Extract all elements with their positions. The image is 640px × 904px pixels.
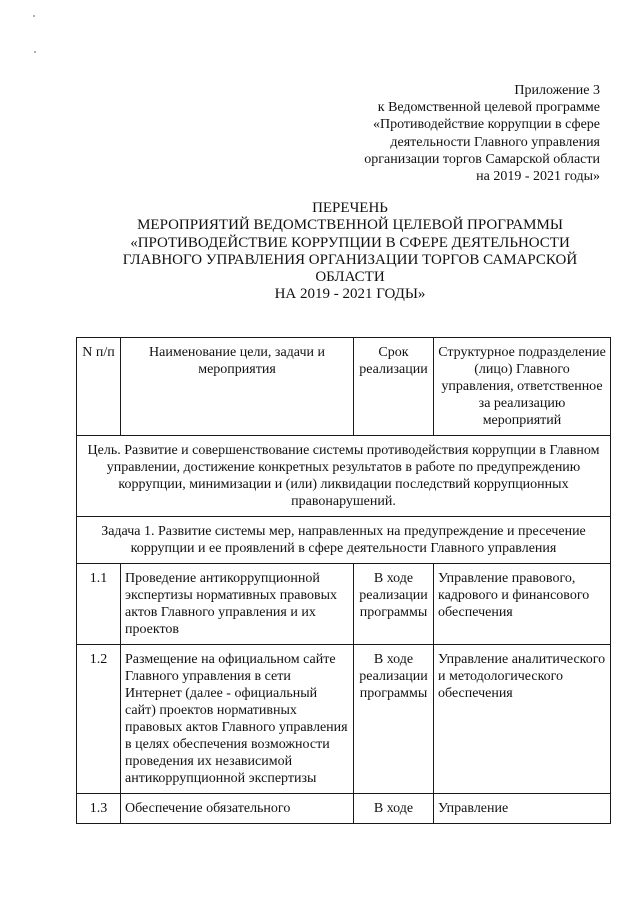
task-row [77,517,611,564]
appendix-line: деятельности Главного управления [390,134,600,150]
appendix-line: организации торгов Самарской области [364,151,600,167]
table-row [77,794,611,824]
title-line: «ПРОТИВОДЕЙСТВИЕ КОРРУПЦИИ В СФЕРЕ ДЕЯТЕЛЬНОСТИ [130,234,570,251]
row-num: 1.3 [77,794,121,824]
scan-speck-top [33,15,35,17]
goal-row [77,436,611,517]
row-num: 1.2 [77,645,121,794]
table-row [77,564,611,645]
title-line: ПЕРЕЧЕНЬ [312,200,388,216]
row-num: 1.1 [77,564,121,645]
appendix-line: к Ведомственной целевой программе [377,100,600,116]
header-term: Срок реализации [354,338,434,436]
measures-table [76,337,611,824]
table-header-row [77,338,611,436]
scan-speck-mid [34,51,36,53]
appendix-line: «Противодействие коррупции в сфере [373,117,600,133]
title-line: ОБЛАСТИ [315,269,385,286]
appendix-line: Приложение 3 [514,83,600,98]
row-term: В ходе реализации программы [354,564,434,645]
header-name: Наименование цели, задачи и мероприятия [121,338,354,436]
row-term: В ходе [354,794,434,824]
row-name: Обеспечение обязательного [121,794,354,824]
row-unit: Управление [434,794,611,824]
title-line: НА 2019 - 2021 ГОДЫ» [274,286,426,303]
row-term: В ходе реализации программы [354,645,434,794]
table-row [77,645,611,794]
document-title [90,200,610,304]
header-unit: Структурное подразделение (лицо) Главного управления, ответственное за реализацию мероприятий [434,338,611,436]
row-name: Размещение на официальном сайте Главного управления в сети Интернет (далее - официальный сайт) проектов нормативных правовых актов Главного управления в целях обеспечения возможности проведения их независимой антикоррупционной экспертизы [121,645,354,794]
row-unit: Управление правового, кадрового и финансового обеспечения [434,564,611,645]
task-text: Задача 1. Развитие системы мер, направленных на предупреждение и пресечение коррупции и ее проявлений в сфере деятельности Главного управления [77,517,611,564]
row-unit: Управление аналитического и методологического обеспечения [434,645,611,794]
appendix-header [300,82,600,185]
row-name: Проведение антикоррупционной экспертизы нормативных правовых актов Главного управления и их проектов [121,564,354,645]
appendix-line: на 2019 - 2021 годы» [476,169,600,185]
title-line: ГЛАВНОГО УПРАВЛЕНИЯ ОРГАНИЗАЦИИ ТОРГОВ САМАРСКОЙ [122,251,578,268]
goal-text: Цель. Развитие и совершенствование системы противодействия коррупции в Главном управлении, достижение конкретных результатов в работе по предупреждению коррупции, минимизации и (или) ликвидации последствий коррупционных правонарушений. [77,436,611,517]
header-num: N п/п [77,338,121,436]
title-line: МЕРОПРИЯТИЙ ВЕДОМСТВЕННОЙ ЦЕЛЕВОЙ ПРОГРАММЫ [137,217,563,234]
